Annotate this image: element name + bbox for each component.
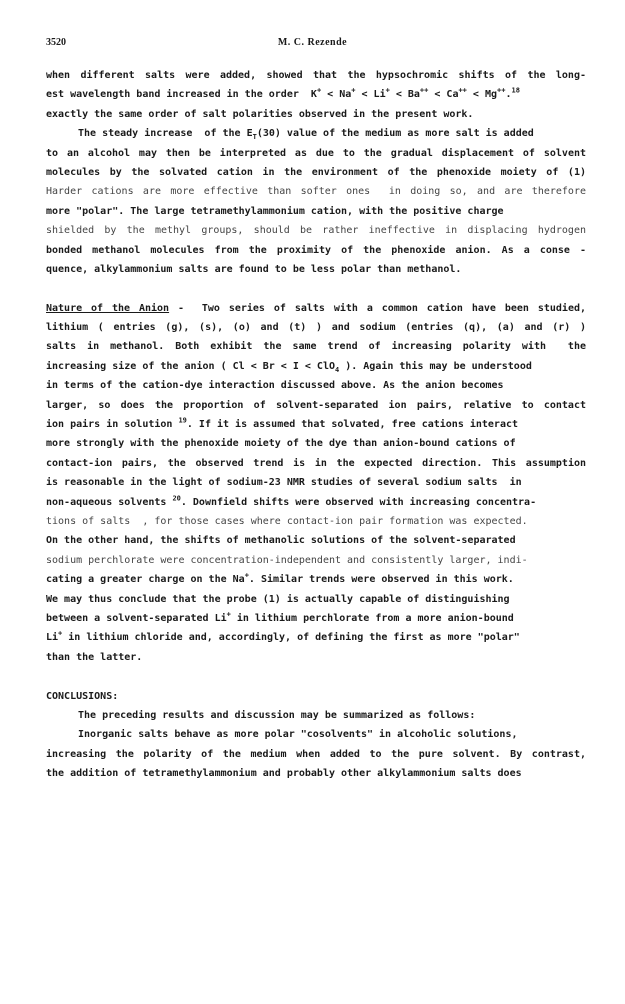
text-line-ref20: non-aqueous solvents $^{20}$. Downfield shifts were observed with increasing concentra- — [46, 494, 537, 508]
text-line: quence, alkylammonium salts are found to be less polar than methanol. — [46, 263, 462, 275]
text-line: Inorganic salts behave as more polar "cosolvents" in alcoholic solutions, — [78, 729, 518, 741]
reference-20: 20 — [172, 494, 181, 503]
text-line: bonded methanol molecules from the proximity of the phenoxide anion. As a conse - — [46, 244, 586, 256]
text-line: The preceding results and discussion may be summarized as follows: — [78, 709, 476, 721]
text-line-li-plus: Li+ in lithium chloride and, accordingly, of defining the first as more "polar" — [46, 630, 520, 644]
text-line: to an alcohol may then be interpreted as due to the gradual displacement of solvent — [46, 147, 586, 159]
text-line: when different salts were added, showed that the hypsochromic shifts of the long- — [46, 70, 586, 81]
text-line: salts in methanol. Both exhibit the same trend of increasing polarity with the — [46, 341, 586, 353]
section-heading-nature-of-anion: Nature of the Anion — [46, 302, 170, 314]
text-line: lithium ( entries (g), (s), (o) and (t) ) and sodium (entries (q), (a) and (r) ) — [46, 322, 586, 334]
page-number: 3520 — [46, 37, 66, 48]
text-line: the addition of tetramethylammonium and probably other alkylammonium salts does — [46, 768, 522, 780]
paragraph-gap — [46, 667, 586, 686]
text-line: molecules by the solvated cation in the environment of the phenoxide moiety of (1) — [46, 166, 586, 178]
text-line: in terms of the cation-dye interaction discussed above. As the anion becomes — [46, 380, 504, 392]
text-line: exactly the same order of salt polarities observed in the present work. — [46, 108, 474, 120]
text-line: shielded by the methyl groups, should be rather ineffective in displacing hydrogen — [46, 225, 586, 237]
text-line: Harder cations are more effective than softer ones in doing so, and are therefore — [46, 186, 586, 198]
text-line-anion-series: increasing size of the anion ( Cl < Br < I < ClO$_4$ ). Again this may be understood — [46, 360, 532, 374]
paragraph-gap — [46, 279, 586, 298]
text-line: sodium perchlorate were concentration-independent and consistently larger, indi- — [46, 554, 528, 566]
text-line: more strongly with the phenoxide moiety of the dye than anion-bound cations of — [46, 438, 516, 450]
text-line: increasing the polarity of the medium when added to the pure solvent. By contrast, — [46, 748, 586, 760]
text-line-na-plus: cating a greater charge on the Na+. Similar trends were observed in this work. — [46, 571, 514, 586]
text-line-order-series: est wavelength band increased in the order K+ < Na+ < Li+ < Ba++ < Ca++ < Mg++.$^{18}$ — [46, 87, 520, 101]
running-head-author: M. C. Rezende — [277, 37, 348, 48]
text-line-ref19: ion pairs in solution $^{19}$. If it is assumed that solvated, free cations interact — [46, 416, 519, 431]
text-line: than the latter. — [46, 651, 143, 663]
section-heading-conclusions: CONCLUSIONS: — [46, 690, 119, 702]
text-line: more "polar". The large tetramethylammonium cation, with the positive charge — [46, 205, 504, 217]
text-line-li-plus: between a solvent-separated Li+ in lithium perchlorate from a more anion-bound — [46, 610, 514, 624]
text-line-anion-heading: Nature of the Anion - Two series of salts with a common cation have been studied, — [46, 302, 586, 314]
text-line-et30: The steady increase of the $E_T(30)$ value of the medium as more salt is added — [78, 128, 534, 142]
text-line: is reasonable in the light of sodium-23 NMR studies of several sodium salts in — [46, 477, 522, 489]
text-line: contact-ion pairs, the observed trend is in the expected direction. This assumption — [46, 457, 586, 469]
text-line: larger, so does the proportion of solvent-separated ion pairs, relative to contact — [46, 399, 586, 411]
reference-19: 19 — [178, 416, 187, 425]
text-line: We may thus conclude that the probe (1) is actually capable of distinguishing — [46, 593, 510, 605]
text-line: tions of salts , for those cases where contact-ion pair formation was expected. — [46, 515, 528, 527]
text-line: On the other hand, the shifts of methanolic solutions of the solvent-separated — [46, 535, 516, 547]
article-body — [46, 66, 586, 783]
